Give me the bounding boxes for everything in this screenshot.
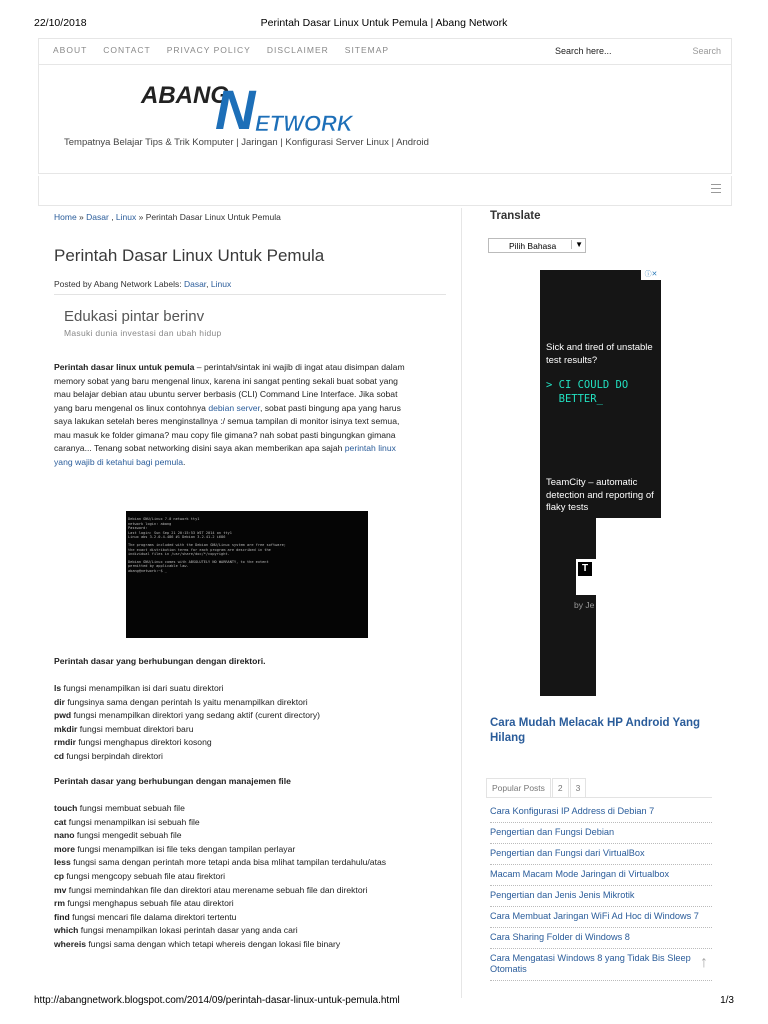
command-description: fungsi mengedit sebuah file: [74, 830, 182, 841]
breadcrumb: [54, 212, 281, 222]
command-name: more: [54, 843, 76, 854]
label-dasar[interactable]: Dasar: [183, 279, 207, 289]
command-name: rm: [54, 898, 65, 909]
inline-ad[interactable]: [64, 308, 222, 338]
intro-text: .: [183, 456, 186, 467]
section-file-title: Perintah dasar yang berhubungan dengan manajemen file: [54, 776, 291, 786]
command-name: touch: [54, 803, 78, 813]
command-description: fungsi menampilkan isi file teks dengan tampilan perlayar: [75, 843, 296, 854]
ad-body: TeamCity – automatic detection and reporting of flaky tests: [546, 477, 654, 513]
site-logo[interactable]: [139, 77, 399, 133]
intro-paragraph: [54, 361, 414, 469]
terminal-screenshot: [126, 511, 368, 638]
terminal-line: network login: abang: [128, 521, 172, 526]
search-input[interactable]: Search here...: [555, 46, 612, 56]
ad-code-text: [546, 378, 628, 406]
logo-text-bottom: ETWORK: [255, 111, 353, 133]
print-header: [0, 0, 768, 34]
command-name: which: [54, 925, 79, 936]
command-name: mv: [54, 884, 67, 895]
popular-post-link[interactable]: Cara Mengatasi Windows 8 yang Tidak Bis Sleep Otomatis: [490, 953, 712, 981]
command-description: fungsinya sama dengan perintah ls yaitu menampilkan direktori: [64, 696, 308, 707]
file-commands: [54, 802, 414, 952]
site-header: [38, 64, 732, 174]
command-description: fungsi menampilkan isi sebuah file: [66, 816, 200, 827]
command-name: rmdir: [54, 737, 76, 748]
back-to-top-icon[interactable]: ↑: [700, 954, 708, 971]
adchoices-icon[interactable]: ⓘ✕: [641, 270, 661, 280]
command-item: [54, 802, 414, 816]
print-date: 22/10/2018: [34, 17, 87, 29]
divider: [54, 294, 446, 295]
command-description: fungsi menampilkan direktori yang sedang aktif (curent directory): [71, 710, 321, 721]
terminal-line: Debian GNU/Linux 7.0 network tty1: [128, 517, 200, 521]
popular-post-link[interactable]: Pengertian dan Jenis Jenis Mikrotik: [490, 890, 712, 907]
terminal-line: Debian GNU/Linux comes with ABSOLUTELY NO WARRANTY, to the extent: [128, 559, 269, 564]
command-description: fungsi mencari file dalama direktori tertentu: [69, 911, 237, 922]
command-description: fungsi sama dengan which tetapi whereis dengan lokasi file binary: [86, 938, 341, 949]
popular-posts-list: [490, 806, 712, 985]
intro-text: – perintah/sintak ini wajib di ingat atau disimpan dalam memory sobat yang baru mengenal linux, karena ini sangat penting sekali buat sobat yang mau belajar debian atau ubuntu server berbasis (CLI) Command Line Interface. Jika sobat yang baru mengenal os linux contohnya: [54, 362, 405, 413]
breadcrumb-dasar[interactable]: Dasar: [86, 212, 109, 222]
command-item: [54, 829, 414, 843]
ad-subtitle: Masuki dunia investasi dan ubah hidup: [64, 328, 222, 338]
logo-letter: T: [578, 562, 592, 576]
language-select-label: Pilih Bahasa: [509, 241, 557, 251]
command-name: ls: [54, 683, 62, 693]
print-footer: [0, 992, 768, 1024]
hamburger-menu-icon[interactable]: [711, 184, 721, 194]
nav-link-privacy-policy[interactable]: PRIVACY POLICY: [166, 45, 251, 55]
command-item: [54, 924, 414, 938]
breadcrumb-home[interactable]: Home: [54, 212, 77, 222]
command-name: less: [54, 857, 71, 868]
command-item: [54, 938, 414, 952]
chevron-down-icon: ▼: [571, 240, 583, 249]
terminal-line: Last login: Sun Sep 21 20:15:53 WIT 2014 on tty1: [128, 530, 232, 535]
breadcrumb-current: Perintah Dasar Linux Untuk Pemula: [145, 212, 281, 222]
command-description: fungsi berpindah direktori: [64, 750, 163, 761]
ad-panel: [596, 518, 661, 696]
command-name: cat: [54, 816, 67, 827]
top-navigation: [38, 38, 732, 64]
command-description: fungsi sama dengan perintah more tetapi anda bisa mlihat tampilan terdahulu/atas: [70, 857, 387, 868]
directory-commands: [54, 682, 414, 764]
intro-text: , sobat pasti bingung apa yang harus saya lakukan setelah beres menginstallnya :/ semua tampilan di monitor isinya text semua, mau masuk ke folder gimana? mau copy file gimana? nah sobat pasti bingungkan gimana caranya... Tenang sobat networking disini saya akan memberikan apa sajah: [54, 402, 401, 453]
popular-post-link[interactable]: Pengertian dan Fungsi Debian: [490, 827, 712, 844]
command-description: fungsi membuat direktori baru: [77, 723, 194, 734]
command-name: mkdir: [54, 723, 78, 734]
terminal-line: the exact distribution terms for each program are described in the: [128, 547, 271, 552]
command-description: fungsi menampilkan lokasi perintah dasar yang anda cari: [78, 925, 298, 936]
post-meta: [54, 279, 231, 289]
terminal-line: permitted by applicable law.: [128, 564, 189, 569]
popular-tabs: [486, 778, 712, 798]
command-name: dir: [54, 696, 65, 707]
nav-links: [53, 45, 389, 55]
command-item: [54, 723, 414, 737]
featured-post-link[interactable]: Cara Mudah Melacak HP Android Yang Hilang: [490, 717, 701, 744]
command-description: fungsi membuat sebuah file: [77, 803, 185, 813]
command-item: [54, 870, 414, 884]
sidebar: [476, 208, 726, 998]
command-item: [54, 696, 414, 710]
command-item: [54, 897, 414, 911]
tab-page-2[interactable]: 2: [552, 778, 569, 797]
command-name: nano: [54, 830, 75, 841]
breadcrumb-linux[interactable]: Linux: [115, 212, 137, 222]
terminal-line: individual files in /usr/share/doc/*/copyright.: [128, 552, 230, 557]
site-tagline: Tempatnya Belajar Tips & Trik Komputer | Jaringan | Konfigurasi Server Linux | Android: [64, 137, 429, 148]
command-description: fungsi menghapus direktori kosong: [75, 737, 212, 748]
ad-title[interactable]: Edukasi pintar berinv: [64, 308, 205, 325]
main-content: [38, 208, 462, 998]
post-author: Posted by Abang Network Labels:: [54, 279, 184, 289]
ad-code-line: > CI COULD DO: [546, 379, 629, 391]
command-item: [54, 709, 414, 723]
popular-post-link[interactable]: Pengertian dan Fungsi dari VirtualBox: [490, 848, 712, 865]
logo-text-top: ABANG: [141, 82, 229, 109]
command-item: [54, 843, 414, 857]
command-description: fungsi memindahkan file dan direktori atau merename sebuah file dan direktori: [66, 884, 368, 895]
sidebar-ad[interactable]: [540, 270, 661, 696]
print-page-number: 1/3: [720, 995, 734, 1006]
command-item: [54, 856, 414, 870]
command-item: [54, 816, 414, 830]
command-name: whereis: [54, 938, 87, 949]
logo-text-n: N: [215, 78, 256, 133]
command-description: fungsi menghapus sebuah file atau direktori: [65, 898, 234, 909]
breadcrumb-separator: »: [136, 212, 146, 222]
intro-bold: Perintah dasar linux untuk pemula: [54, 362, 195, 372]
command-description: fungsi mengcopy sebuah file atau firektori: [64, 870, 226, 881]
print-title: Perintah Dasar Linux Untuk Pemula | Abang Network: [260, 17, 508, 29]
ad-headline: Sick and tired of unstable test results?: [546, 342, 653, 366]
nav-link-contact[interactable]: CONTACT: [103, 45, 151, 55]
terminal-line: Password:: [128, 526, 148, 531]
command-item: [54, 682, 414, 696]
terminal-line: abang@network:~$ _: [128, 568, 167, 573]
search-button[interactable]: Search: [692, 46, 721, 56]
popular-post-link[interactable]: Macam Macam Mode Jaringan di Virtualbox: [490, 869, 712, 886]
terminal-line: The programs included with the Debian GNU/Linux system are free software;: [128, 542, 286, 547]
command-name: cd: [54, 750, 65, 761]
nav-link-disclaimer[interactable]: DISCLAIMER: [266, 45, 329, 55]
command-description: fungsi menampilkan isi dari suatu direktori: [61, 683, 224, 693]
command-item: [54, 750, 414, 764]
label-separator: ,: [206, 279, 211, 289]
teamcity-logo-icon: [576, 559, 596, 595]
breadcrumb-separator: »: [76, 212, 87, 222]
command-name: pwd: [54, 710, 72, 721]
popular-post-link[interactable]: Cara Konfigurasi IP Address di Debian 7: [490, 806, 712, 823]
command-name: find: [54, 911, 70, 922]
terminal-line: Linux abs 3.2.0-4-486 #1 Debian 3.2.41-2 i686: [128, 535, 226, 540]
menu-bar: [38, 176, 732, 206]
popular-post-link[interactable]: Cara Membuat Jaringan WiFi Ad Hoc di Windows 7: [490, 911, 712, 928]
debian-server-link[interactable]: debian server: [208, 402, 260, 413]
command-item: [54, 911, 414, 925]
nav-link-about[interactable]: ABOUT: [53, 45, 88, 55]
perintah-link[interactable]: perintah linux yang wajib di ketahui bagi pemula: [54, 443, 396, 467]
print-url: http://abangnetwork.blogspot.com/2014/09/perintah-dasar-linux-untuk-pemula.html: [34, 995, 400, 1006]
section-directory-title: Perintah dasar yang berhubungan dengan direktori.: [54, 656, 266, 666]
tab-page-3[interactable]: 3: [570, 778, 587, 797]
post-title: Perintah Dasar Linux Untuk Pemula: [54, 246, 325, 265]
breadcrumb-separator: ,: [108, 212, 116, 222]
translate-title: Translate: [490, 210, 541, 222]
nav-link-sitemap[interactable]: SITEMAP: [344, 45, 390, 55]
popular-post-link[interactable]: Cara Sharing Folder di Windows 8: [490, 932, 712, 949]
command-name: cp: [54, 870, 65, 881]
command-item: [54, 736, 414, 750]
ad-code-line: BETTER_: [546, 393, 603, 405]
ad-by: by Je: [574, 600, 595, 610]
language-select[interactable]: [488, 238, 586, 253]
label-linux[interactable]: Linux: [210, 279, 232, 289]
command-item: [54, 884, 414, 898]
tab-popular-posts[interactable]: Popular Posts: [486, 778, 551, 797]
